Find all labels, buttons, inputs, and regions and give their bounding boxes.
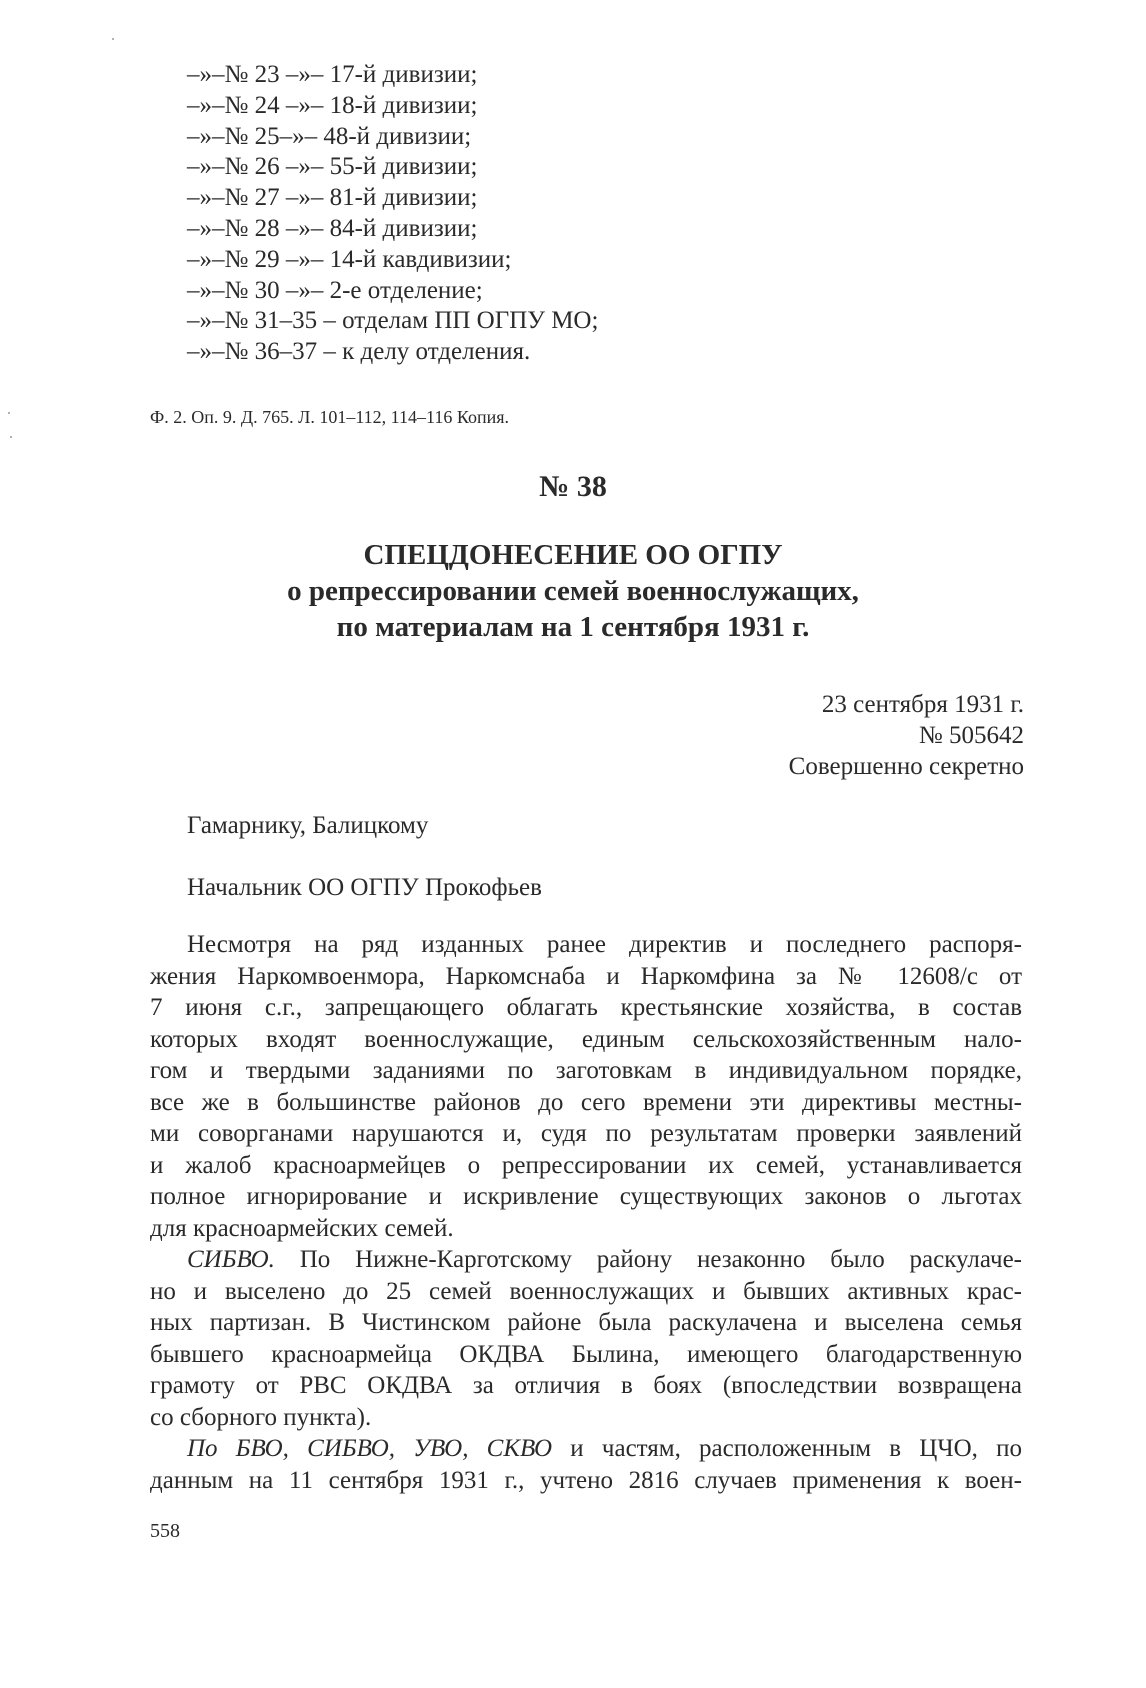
distribution-item: –»–№ 24 –»– 18-й дивизии;	[187, 91, 478, 119]
body-line: данным на 11 сентября 1931 г., учтено 2816 случаев применения к воен-	[150, 1466, 1022, 1494]
distribution-item: –»–№ 25–»– 48-й дивизии;	[187, 122, 472, 150]
body-text	[150, 929, 1022, 1496]
distribution-item: –»–№ 29 –»– 14-й кавдивизии;	[187, 245, 512, 273]
body-line: со сборного пункта).	[150, 1403, 372, 1431]
scan-speck	[8, 412, 10, 414]
body-line: но и выселено до 25 семей военнослужащих и бывших активных крас-	[150, 1277, 1022, 1305]
distribution-item: –»–№ 27 –»– 81-й дивизии;	[187, 184, 478, 212]
scan-speck	[112, 38, 114, 40]
distribution-item: –»–№ 36–37 – к делу отделения.	[187, 338, 531, 366]
document-date: 23 сентября 1931 г.	[821, 691, 1024, 718]
body-line: ных партизан. В Чистинском районе была раскулачена и выселена семья	[150, 1309, 1022, 1336]
distribution-item: –»–№ 30 –»– 2-е отделение;	[187, 276, 483, 304]
body-line: Несмотря на ряд изданных ранее директив и последнего распоря-	[187, 931, 1022, 958]
secrecy-classification: Совершенно секретно	[788, 753, 1024, 780]
body-line: которых входят военнослужащие, единым сельскохозяйственным нало-	[150, 1025, 1022, 1053]
body-line: жения Наркомвоенмора, Наркомснаба и Наркомфина за № 12608/с от	[150, 962, 1022, 990]
title-line: о репрессировании семей военнослужащих,	[287, 575, 859, 607]
document-number: № 38	[539, 470, 607, 503]
body-line: 7 июня с.г., запрещающего облагать крестьянские хозяйства, в состав	[150, 994, 1022, 1021]
body-line: бывшего красноармейца ОКДВА Былина, имеющего благодарственную	[150, 1340, 1022, 1368]
body-line: и жалоб красноармейцев о репрессировании их семей, устанавливается	[150, 1151, 1022, 1179]
body-line-text: и частям, расположенным в ЦЧО, по	[552, 1435, 1022, 1462]
sender-signature: Начальник ОО ОГПУ Прокофьев	[187, 874, 542, 901]
region-label: СИБВО.	[187, 1246, 275, 1273]
body-line: ми соворганами нарушаются и, судя по результатам проверки заявлений	[150, 1120, 1022, 1147]
registration-number: № 505642	[918, 722, 1024, 749]
body-line: грамоту от РВС ОКДВА за отличия в боях (впоследствии возвращена	[150, 1372, 1022, 1399]
body-line	[150, 1244, 1022, 1276]
title-line: СПЕЦДОНЕСЕНИЕ ОО ОГПУ	[363, 539, 783, 571]
distribution-item: –»–№ 23 –»– 17-й дивизии;	[187, 61, 478, 88]
distribution-item: –»–№ 26 –»– 55-й дивизии;	[187, 153, 478, 181]
distribution-item: –»–№ 31–35 – отделам ПП ОГПУ МО;	[187, 307, 599, 335]
body-line: полное игнорирование и искривление существующих законов о льготах	[150, 1183, 1022, 1210]
body-line: для красноармейских семей.	[150, 1214, 454, 1242]
archive-source-reference: Ф. 2. Оп. 9. Д. 765. Л. 101–112, 114–116 Копия.	[150, 407, 509, 427]
document-title	[0, 537, 1146, 645]
body-line-text: По Нижне-Карготскому району незаконно было раскулаче-	[274, 1246, 1022, 1273]
body-line	[150, 1433, 1022, 1465]
scan-speck	[10, 436, 12, 438]
addressee: Гамарнику, Балицкому	[187, 812, 429, 839]
title-line: по материалам на 1 сентября 1931 г.	[336, 611, 810, 643]
document-meta	[789, 689, 1024, 782]
page-number: 558	[150, 1520, 180, 1542]
body-line: гом и твердыми заданиями по заготовкам в индивидуальном порядке,	[150, 1057, 1022, 1084]
region-label: По БВО, СИБВО, УВО, СКВО	[187, 1435, 553, 1462]
distribution-item: –»–№ 28 –»– 84-й дивизии;	[187, 214, 478, 242]
distribution-list	[187, 60, 887, 368]
body-line: все же в большинстве районов до сего времени эти директивы местны-	[150, 1088, 1022, 1116]
